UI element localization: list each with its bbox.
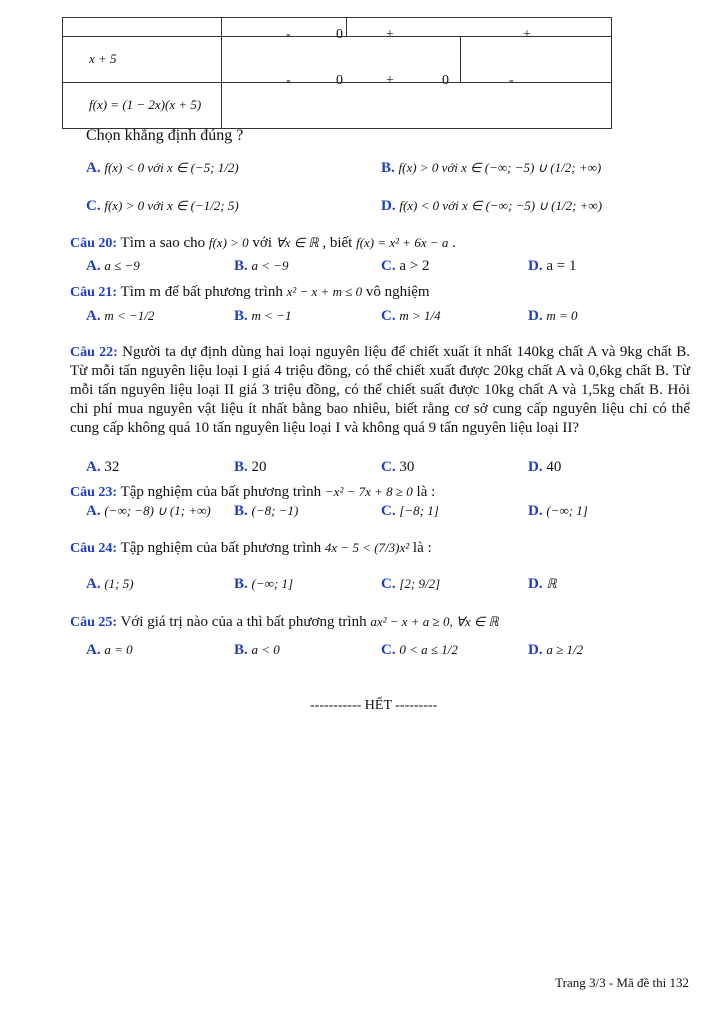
page-footer: Trang 3/3 - Mã đề thi 132 — [555, 975, 689, 990]
question-23: Câu 23: Tập nghiệm của bất phương trình −x² − 7x + 8 ≥ 0 là : — [70, 484, 436, 500]
q19-option-a[interactable]: A. f(x) < 0 với x ∈ (−5; 1/2) — [86, 160, 239, 176]
q21-option-d[interactable]: D. m = 0 — [528, 308, 578, 324]
sign: 0 — [336, 73, 343, 88]
q24-option-d[interactable]: D. ℝ — [528, 576, 557, 592]
q19-option-c[interactable]: C. f(x) > 0 với x ∈ (−1/2; 5) — [86, 198, 239, 214]
q22-option-d[interactable]: D. 40 — [528, 459, 562, 475]
sign-table — [62, 17, 612, 129]
question-25: Câu 25: Với giá trị nào của a thì bất phương trình ax² − x + a ≥ 0, ∀x ∈ ℝ — [70, 614, 499, 630]
sign: + — [386, 73, 394, 88]
q23-option-b[interactable]: B. (−8; −1) — [234, 503, 299, 519]
q19-a-text: f(x) < 0 với x ∈ (−5; 1/2) — [104, 160, 239, 175]
q20-option-d[interactable]: D. a = 1 — [528, 258, 577, 274]
q19-option-d[interactable]: D. f(x) < 0 với x ∈ (−∞; −5) ∪ (1/2; +∞) — [381, 198, 603, 214]
question-24: Câu 24: Tập nghiệm của bất phương trình 4x − 5 < (7/3)x² là : — [70, 540, 432, 556]
q23-option-a[interactable]: A. (−∞; −8) ∪ (1; +∞) — [86, 503, 211, 519]
sign: - — [286, 73, 291, 88]
q21-option-b[interactable]: B. m < −1 — [234, 308, 292, 324]
q25-option-a[interactable]: A. a = 0 — [86, 642, 133, 658]
q23-option-d[interactable]: D. (−∞; 1] — [528, 503, 588, 519]
q22-option-b[interactable]: B. 20 — [234, 459, 267, 475]
q24-option-c[interactable]: C. [2; 9/2] — [381, 576, 441, 592]
end-marker: ----------- HẾT --------- — [310, 698, 438, 713]
question-22: Câu 22: Người ta dự định dùng hai loại nguyên liệu để chiết xuất ít nhất 140kg chất A và 9kg chất B. Từ mỗi tấn nguyên liệu loại I giá 4 triệu đồng, có thể chiết xuất được 20kg chất A và 0,6kg chất B. Từ mỗi tấn nguyên liệu loại II giá 3 triệu đồng, có thể chiết suất được 10kg chất A và 1,5kg chất B. Hỏi chi phí mua nguyên vật liệu ít nhất bằng bao nhiêu, biết rằng cơ sở cung cấp nguyên liệu chỉ có thể cung cấp không quá 10 tấn nguyên liệu loại I và không quá 9 tấn nguyên liệu loại II? — [70, 344, 690, 436]
q23-option-c[interactable]: C. [−8; 1] — [381, 503, 439, 519]
q24-option-b[interactable]: B. (−∞; 1] — [234, 576, 294, 592]
q19-option-b[interactable]: B. f(x) > 0 với x ∈ (−∞; −5) ∪ (1/2; +∞) — [381, 160, 602, 176]
row2-label: f(x) = (1 − 2x)(x + 5) — [89, 97, 202, 112]
sign: - — [286, 27, 291, 42]
q25-option-b[interactable]: B. a < 0 — [234, 642, 280, 658]
question-20: Câu 20: Tìm a sao cho f(x) > 0 với ∀x ∈ ℝ , biết f(x) = x² + 6x − a . — [70, 235, 456, 251]
row1-label: x + 5 — [89, 51, 117, 66]
sign: 0 — [336, 27, 343, 42]
q20-option-a[interactable]: A. a ≤ −9 — [86, 258, 140, 274]
q19-c-text: f(x) > 0 với x ∈ (−1/2; 5) — [104, 198, 239, 213]
question-21: Câu 21: Tìm m để bất phương trình x² − x + m ≤ 0 vô nghiệm — [70, 284, 430, 300]
q22-option-a[interactable]: A. 32 — [86, 459, 120, 475]
q19-b-text: f(x) > 0 với x ∈ (−∞; −5) ∪ (1/2; +∞) — [398, 160, 602, 175]
q19-d-text: f(x) < 0 với x ∈ (−∞; −5) ∪ (1/2; +∞) — [399, 198, 603, 213]
q25-option-c[interactable]: C. 0 < a ≤ 1/2 — [381, 642, 458, 658]
q21-option-a[interactable]: A. m < −1/2 — [86, 308, 155, 324]
q21-option-c[interactable]: C. m > 1/4 — [381, 308, 441, 324]
q20-option-b[interactable]: B. a < −9 — [234, 258, 289, 274]
sign: + — [386, 27, 394, 42]
q25-option-d[interactable]: D. a ≥ 1/2 — [528, 642, 584, 658]
q20-option-c[interactable]: C. a > 2 — [381, 258, 430, 274]
sign: + — [523, 27, 531, 42]
q24-option-a[interactable]: A. (1; 5) — [86, 576, 134, 592]
sign: - — [509, 73, 514, 88]
q22-option-c[interactable]: C. 30 — [381, 459, 415, 475]
question-intro: Chọn khẳng định đúng ? — [86, 127, 244, 144]
sign: 0 — [442, 73, 449, 88]
